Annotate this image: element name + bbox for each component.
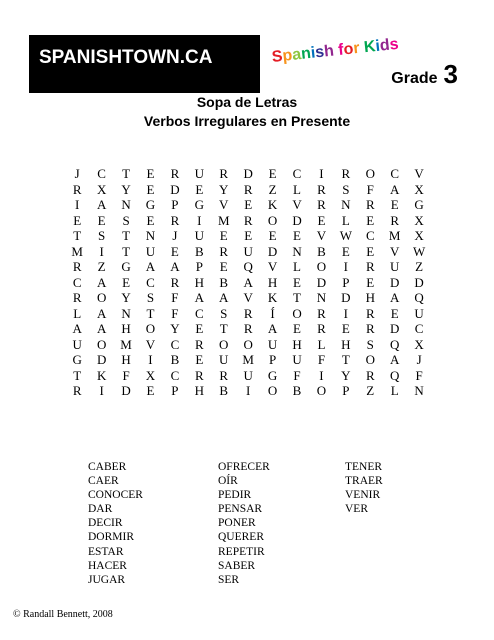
kids-title-letter: o <box>342 40 355 59</box>
grid-letter: T <box>219 321 228 336</box>
grid-letter: N <box>145 228 156 243</box>
grade-number: 3 <box>443 59 458 89</box>
grid-letter: K <box>267 197 278 212</box>
grid-letter: O <box>365 352 375 367</box>
grid-letter: O <box>96 336 107 352</box>
grid-letter: D <box>390 274 400 290</box>
word-list-item: CABER <box>88 461 127 473</box>
word-list-column-1 <box>88 460 143 587</box>
grid-letter: I <box>245 383 251 398</box>
grid-letter: U <box>194 166 205 181</box>
grid-letter: V <box>390 243 400 259</box>
grid-letter: V <box>145 336 156 352</box>
grid-letter: U <box>243 367 253 383</box>
grid-letter: E <box>146 383 155 398</box>
grid-letter: N <box>292 243 302 259</box>
grid-letter: R <box>72 290 82 305</box>
grid-letter: T <box>122 243 131 259</box>
spanish-for-kids-title <box>271 36 399 67</box>
grid-letter: Y <box>121 181 131 197</box>
grid-letter: D <box>96 352 107 367</box>
grid-letter: Q <box>390 367 400 383</box>
grid-letter: E <box>244 228 253 243</box>
grid-letter: R <box>72 181 82 197</box>
grid-letter: R <box>243 181 253 197</box>
grid-letter: M <box>388 228 401 243</box>
grid-letter: A <box>390 181 400 197</box>
word-list-item: PENSAR <box>218 503 263 516</box>
grid-letter: P <box>342 274 350 290</box>
grid-letter: F <box>122 367 130 383</box>
kids-title-letter: i <box>374 37 381 56</box>
grid-letter: I <box>75 197 80 212</box>
grid-letter: C <box>390 166 400 181</box>
grid-letter: Y <box>170 321 180 336</box>
grid-letter: E <box>293 228 301 243</box>
grid-letter: L <box>293 259 301 274</box>
grid-letter: V <box>219 197 229 212</box>
kids-title-letter: a <box>291 45 303 64</box>
grid-letter: A <box>243 274 253 290</box>
grid-letter: R <box>365 321 375 336</box>
header-banner <box>29 35 468 93</box>
grid-letter: R <box>390 212 400 228</box>
word-list-item: OFRECER <box>218 461 270 473</box>
grid-letter: C <box>170 336 180 352</box>
grid-letter: R <box>243 305 253 321</box>
grid-letter: T <box>73 228 82 243</box>
grid-letter: E <box>293 274 301 290</box>
grid-letter: S <box>146 290 155 305</box>
grid-letter: Z <box>415 259 424 274</box>
grid-letter: E <box>390 305 399 321</box>
grid-letter: T <box>146 305 155 321</box>
grid-letter: T <box>341 352 350 367</box>
grid-letter: H <box>194 274 205 290</box>
grid-letter: A <box>145 259 156 274</box>
kids-title-letter: s <box>388 35 400 54</box>
grid-letter: E <box>244 197 253 212</box>
grid-letter: A <box>72 321 82 336</box>
grid-letter: O <box>219 336 229 352</box>
grid-letter: M <box>217 212 230 228</box>
grid-letter: P <box>171 383 179 398</box>
grid-letter: F <box>366 181 374 197</box>
kids-title-letter: S <box>271 47 284 66</box>
word-list-item: JUGAR <box>88 573 126 586</box>
grid-letter: W <box>412 243 426 259</box>
grid-letter: R <box>194 336 204 352</box>
grid-letter: E <box>390 197 399 212</box>
grade-label <box>391 59 458 90</box>
grid-letter: R <box>170 274 180 290</box>
grid-letter: A <box>170 259 180 274</box>
grid-letter: R <box>219 166 229 181</box>
grid-letter: E <box>195 352 204 367</box>
word-list-item: PEDIR <box>218 489 252 502</box>
grid-letter: R <box>72 383 82 398</box>
grid-letter: O <box>243 336 253 352</box>
grid-letter: A <box>267 321 278 336</box>
grid-letter: V <box>292 197 302 212</box>
page-title: Sopa de Letras <box>196 94 298 110</box>
word-list-item: PONER <box>218 517 256 530</box>
grid-letter: E <box>97 212 106 228</box>
grid-letter: E <box>268 228 277 243</box>
grid-letter: K <box>96 367 107 383</box>
grid-letter: N <box>414 383 424 398</box>
grid-letter: V <box>414 166 424 181</box>
grid-letter: I <box>99 243 104 259</box>
word-list-column-2 <box>218 460 270 587</box>
grid-letter: R <box>317 321 326 336</box>
grid-letter: R <box>365 305 375 321</box>
grid-letter: L <box>341 212 350 228</box>
grid-letter: A <box>96 197 107 212</box>
grid-letter: D <box>414 274 424 290</box>
grid-letter: S <box>122 212 130 228</box>
grid-letter: D <box>121 383 131 398</box>
grid-letter: R <box>365 259 375 274</box>
grid-letter: H <box>121 352 131 367</box>
grid-letter: A <box>390 290 400 305</box>
grid-letter: R <box>219 367 229 383</box>
grid-letter: L <box>73 305 82 321</box>
grid-letter: E <box>366 243 375 259</box>
kids-title-letter: f <box>337 41 345 59</box>
grid-letter: I <box>99 383 104 398</box>
grid-letter: J <box>172 228 178 243</box>
word-list-item: QUERER <box>218 531 264 544</box>
grid-letter: O <box>365 166 375 181</box>
grid-letter: E <box>341 243 350 259</box>
grid-letter: C <box>146 274 155 290</box>
grid-letter: E <box>73 212 82 228</box>
grid-letter: O <box>292 305 302 321</box>
grid-letter: I <box>319 166 324 181</box>
grid-letter: G <box>145 197 156 212</box>
grid-letter: Q <box>243 259 253 274</box>
grid-letter: C <box>365 228 375 243</box>
word-list-item: DORMIR <box>88 531 135 544</box>
grid-letter: J <box>416 352 422 367</box>
word-list-item: TRAER <box>345 475 383 488</box>
grid-letter: D <box>243 166 253 181</box>
grid-letter: E <box>170 243 179 259</box>
grid-letter: E <box>268 166 277 181</box>
grid-letter: U <box>145 243 156 259</box>
grid-letter: G <box>194 197 205 212</box>
grid-letter: R <box>341 166 351 181</box>
word-list-item: DECIR <box>88 517 123 530</box>
grid-letter: Í <box>270 305 275 321</box>
grid-letter: E <box>122 274 131 290</box>
grid-letter: I <box>343 305 349 321</box>
grid-letter: O <box>145 321 156 336</box>
grid-letter: F <box>317 352 326 367</box>
grid-letter: T <box>73 367 82 383</box>
grid-letter: U <box>390 259 400 274</box>
grid-letter: R <box>317 305 326 321</box>
grid-letter: R <box>219 243 229 259</box>
grid-letter: W <box>339 228 352 243</box>
grid-letter: M <box>120 336 132 352</box>
grid-letter: B <box>170 352 180 367</box>
grid-letter: A <box>390 352 400 367</box>
grid-letter: O <box>267 383 278 398</box>
grid-letter: A <box>96 321 107 336</box>
word-list-column-3 <box>345 460 383 516</box>
grid-letter: H <box>267 274 278 290</box>
grid-letter: U <box>194 228 205 243</box>
grid-letter: S <box>220 305 228 321</box>
grid-letter: U <box>243 243 253 259</box>
grid-letter: Q <box>390 336 400 352</box>
grid-letter: T <box>293 290 301 305</box>
grid-letter: L <box>390 383 399 398</box>
grid-letter: E <box>317 212 326 228</box>
grid-letter: U <box>72 336 82 352</box>
grid-letter: A <box>96 274 107 290</box>
grid-letter: R <box>194 367 204 383</box>
grid-letter: H <box>194 383 205 398</box>
grid-letter: D <box>292 212 302 228</box>
grid-letter: C <box>97 166 106 181</box>
grid-letter: D <box>316 274 327 290</box>
word-list-item: CONOCER <box>88 489 143 502</box>
word-list-item: VER <box>345 503 368 516</box>
grid-letter: F <box>415 367 423 383</box>
grid-letter: T <box>122 166 131 181</box>
grid-letter: E <box>146 212 155 228</box>
word-list-item: SER <box>218 573 240 586</box>
grid-letter: R <box>170 166 180 181</box>
word-list-item: HACER <box>88 559 127 572</box>
grid-letter: C <box>72 274 82 290</box>
grid-letter: D <box>341 290 351 305</box>
grid-letter: Y <box>121 290 131 305</box>
grid-letter: O <box>316 259 327 274</box>
grid-letter: A <box>96 305 107 321</box>
kids-title-letter: r <box>352 39 361 58</box>
grid-letter: H <box>121 321 131 336</box>
grid-letter: P <box>195 259 203 274</box>
word-list-item: REPETIR <box>218 545 265 558</box>
spanish-for-kids-logo <box>260 35 468 93</box>
grid-letter: G <box>414 197 424 212</box>
word-list-item: OÍR <box>218 475 238 488</box>
grid-letter: P <box>342 383 350 398</box>
grid-letter: F <box>293 367 301 383</box>
grid-letter: T <box>122 228 131 243</box>
grid-letter: E <box>195 321 204 336</box>
word-list-item: SABER <box>218 559 256 572</box>
grid-letter: X <box>145 367 156 383</box>
grid-letter: I <box>197 212 202 228</box>
grid-letter: E <box>195 181 204 197</box>
grid-letter: E <box>219 259 228 274</box>
word-list-item: DAR <box>88 503 113 516</box>
word-list-item: VENIR <box>345 489 381 502</box>
grid-letter: X <box>414 212 424 228</box>
grid-letter: Q <box>414 290 424 305</box>
kids-title-letter: n <box>300 44 312 63</box>
grid-letter: Y <box>219 181 229 197</box>
grid-letter: C <box>170 367 180 383</box>
kids-title-letter: K <box>363 38 377 57</box>
grid-letter: G <box>121 259 131 274</box>
grade-word: Grade <box>391 70 438 87</box>
grid-letter: U <box>267 336 278 352</box>
grid-letter: I <box>343 259 349 274</box>
grid-letter: R <box>170 212 180 228</box>
grid-letter: V <box>243 290 253 305</box>
grid-letter: B <box>219 383 229 398</box>
grid-letter: C <box>292 166 302 181</box>
grid-letter: K <box>267 290 278 305</box>
grid-letter: D <box>390 321 400 336</box>
grid-letter: G <box>267 367 278 383</box>
grid-letter: C <box>194 305 204 321</box>
grid-letter: V <box>316 228 327 243</box>
grid-letter: N <box>121 305 131 321</box>
grid-letter: P <box>171 197 179 212</box>
grid-letter: Y <box>341 367 351 383</box>
kids-title-letter: d <box>379 36 391 55</box>
grid-letter: B <box>194 243 204 259</box>
grid-letter: E <box>366 212 375 228</box>
grid-letter: P <box>268 352 277 367</box>
grid-letter: H <box>341 336 351 352</box>
kids-title-letter: i <box>309 44 317 62</box>
grid-letter: B <box>292 383 302 398</box>
grid-letter: A <box>194 290 205 305</box>
grid-letter: L <box>317 336 326 352</box>
grid-letter: E <box>146 166 155 181</box>
grid-letter: B <box>317 243 326 259</box>
grid-letter: R <box>317 197 326 212</box>
kids-title-letter: s <box>314 43 326 62</box>
grid-letter: J <box>74 166 80 181</box>
word-list-item: TENER <box>345 461 383 473</box>
grid-letter: R <box>243 321 253 336</box>
page-subtitle: Verbos Irregulares en Presente <box>143 113 351 129</box>
grid-letter: N <box>316 290 327 305</box>
grid-letter: Z <box>268 181 277 197</box>
grid-letter: L <box>293 181 301 197</box>
grid-letter: S <box>342 181 350 197</box>
grid-letter: S <box>366 336 374 352</box>
grid-letter: F <box>171 305 179 321</box>
grid-letter: N <box>121 197 131 212</box>
grid-letter: N <box>341 197 351 212</box>
grid-letter: R <box>365 367 375 383</box>
grid-letter: E <box>341 321 350 336</box>
grid-letter: S <box>98 228 106 243</box>
grid-letter: I <box>319 367 324 383</box>
grid-letter: V <box>267 259 278 274</box>
grid-letter: G <box>72 352 82 367</box>
grid-letter: U <box>219 352 229 367</box>
grid-letter: I <box>148 352 153 367</box>
grid-letter: Z <box>97 259 106 274</box>
grid-letter: O <box>267 212 278 228</box>
kids-title-letter: h <box>323 42 335 61</box>
grid-letter: R <box>243 212 253 228</box>
grid-letter: H <box>292 336 302 352</box>
grid-letter: O <box>316 383 327 398</box>
grid-letter: C <box>414 321 424 336</box>
grid-letter: O <box>96 290 107 305</box>
grid-letter: R <box>317 181 326 197</box>
grid-letter: D <box>170 181 180 197</box>
grid-letter: Z <box>366 383 375 398</box>
grid-letter: E <box>219 228 228 243</box>
grid-letter: D <box>267 243 278 259</box>
grid-letter: E <box>293 321 301 336</box>
word-list-item: CAER <box>88 475 119 488</box>
grid-letter: X <box>414 228 424 243</box>
word-search-grid <box>65 166 431 399</box>
brand-logo: SPANISHTOWN.CA <box>39 47 213 68</box>
grid-letter: E <box>146 181 155 197</box>
grid-letter: R <box>72 259 82 274</box>
grid-letter: X <box>414 181 424 197</box>
word-list-item: ESTAR <box>88 545 124 558</box>
grid-letter: M <box>242 352 254 367</box>
grid-letter: U <box>292 352 302 367</box>
grid-letter: H <box>365 290 375 305</box>
grid-letter: X <box>96 181 107 197</box>
grid-letter: F <box>171 290 179 305</box>
grid-letter: M <box>71 243 83 259</box>
grid-letter: X <box>414 336 424 352</box>
grid-letter: A <box>219 290 229 305</box>
grid-letter: R <box>365 197 375 212</box>
copyright-notice: © Randall Bennett, 2008 <box>13 609 113 620</box>
grid-letter: U <box>414 305 424 321</box>
kids-title-letter: p <box>281 46 294 65</box>
grid-letter: E <box>366 274 375 290</box>
grid-letter: B <box>219 274 229 290</box>
